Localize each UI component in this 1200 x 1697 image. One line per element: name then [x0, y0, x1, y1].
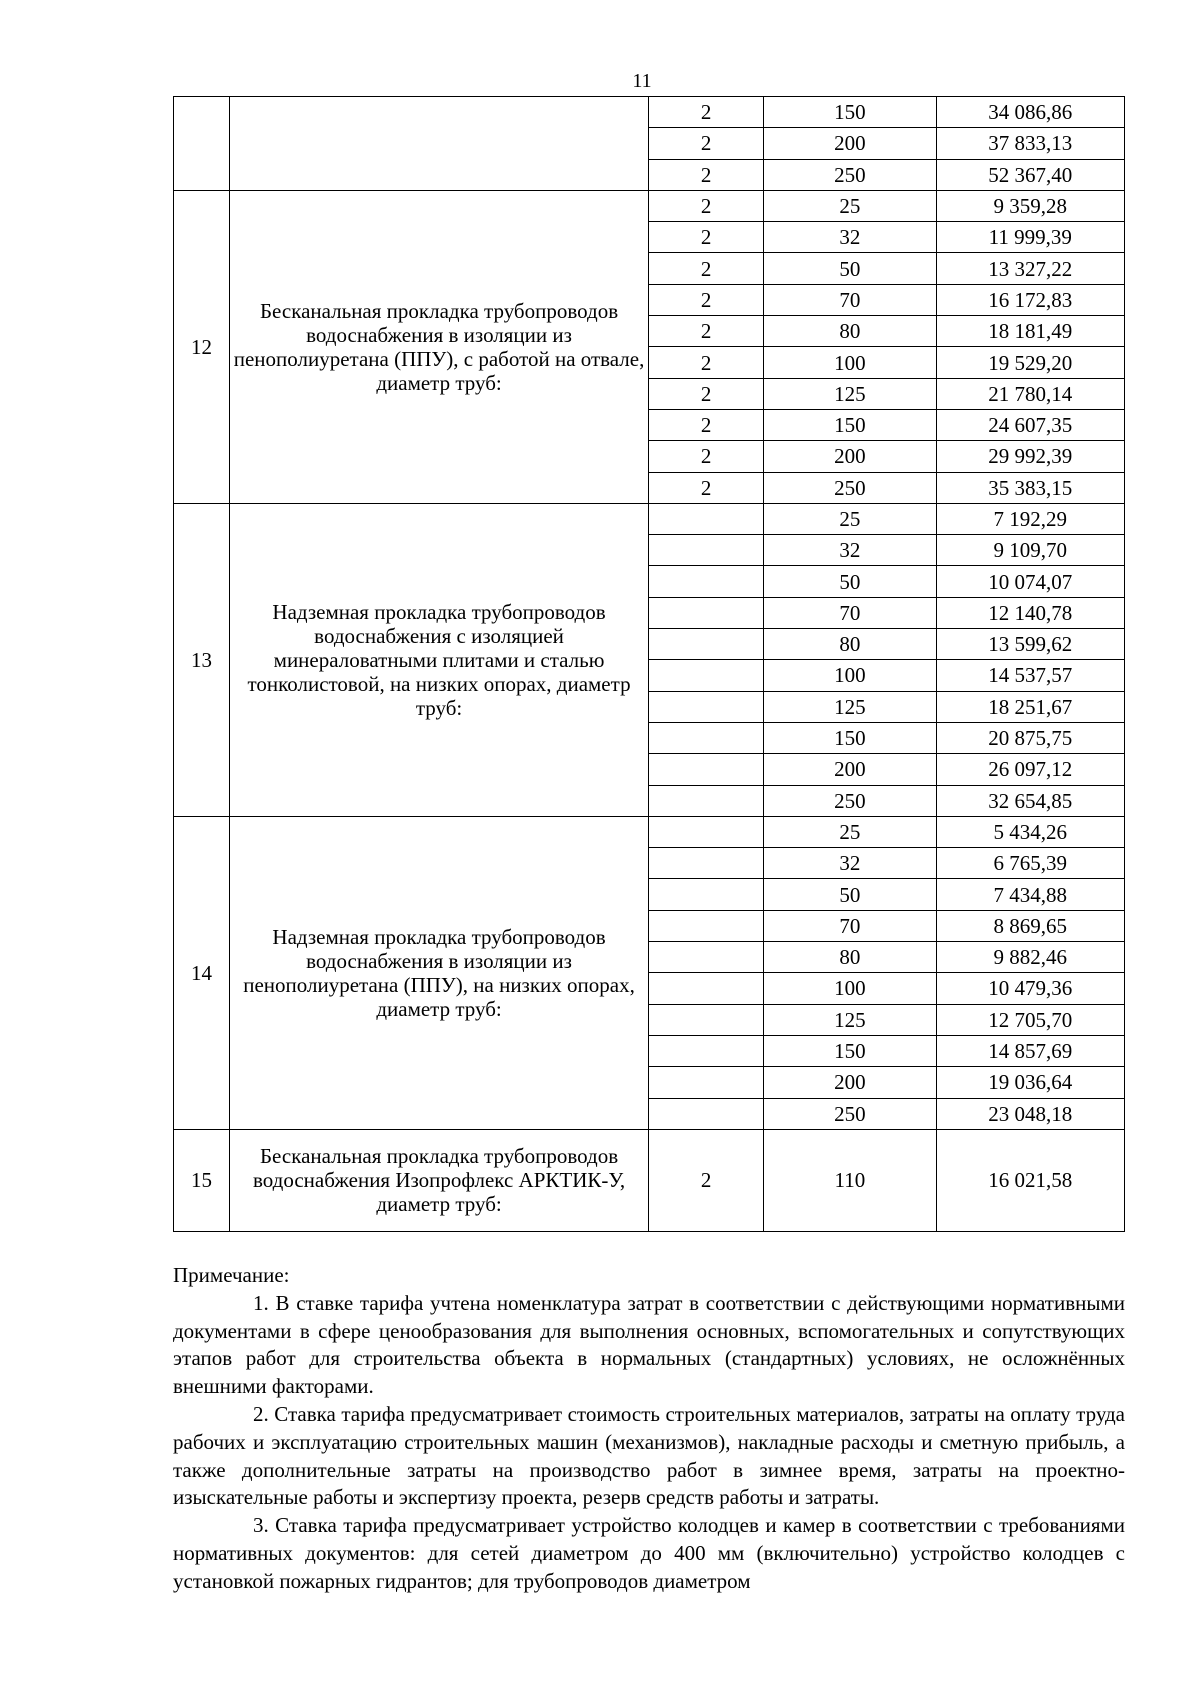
- diameter-cell: 100: [764, 660, 936, 691]
- note-item-2: 2. Ставка тарифа предусматривает стоимость строительных материалов, затраты на оплату труда рабочих и эксплуатацию строительных машин (механизмов), накладные расходы и сметную прибыль, а также дополнительные затраты на производство работ в зимнее время, затраты на проектно-изыскательные работы и экспертизу проекта, резерв средств работы и затраты.: [173, 1401, 1125, 1510]
- diameter-cell: 100: [764, 973, 936, 1004]
- rate-cell: 7 192,29: [936, 503, 1124, 534]
- diameter-cell: 50: [764, 879, 936, 910]
- rate-cell: 13 327,22: [936, 253, 1124, 284]
- diameter-cell: 80: [764, 942, 936, 973]
- rate-cell: 9 109,70: [936, 535, 1124, 566]
- count-cell: 2: [648, 97, 763, 128]
- diameter-cell: 80: [764, 316, 936, 347]
- diameter-cell: 250: [764, 472, 936, 503]
- rate-cell: 10 074,07: [936, 566, 1124, 597]
- rate-cell: 34 086,86: [936, 97, 1124, 128]
- diameter-cell: 200: [764, 441, 936, 472]
- rate-cell: 26 097,12: [936, 754, 1124, 785]
- rate-cell: 6 765,39: [936, 848, 1124, 879]
- diameter-cell: 150: [764, 722, 936, 753]
- count-cell: 2: [648, 409, 763, 440]
- count-cell: 2: [648, 1129, 763, 1231]
- tariff-table: [173, 96, 1125, 1232]
- count-cell: 2: [648, 128, 763, 159]
- count-cell: [648, 597, 763, 628]
- diameter-cell: 32: [764, 222, 936, 253]
- diameter-cell: 200: [764, 754, 936, 785]
- note-item-1: 1. В ставке тарифа учтена номенклатура затрат в соответствии с действующими нормативными документами в сфере ценообразования для выполнения основных, вспомогательных и сопутствующих этапов работ для строительства объекта в нормальных (стандартных) условиях, не осложнённых внешними факторами.: [173, 1290, 1125, 1399]
- rate-cell: 10 479,36: [936, 973, 1124, 1004]
- rate-cell: 13 599,62: [936, 629, 1124, 660]
- count-cell: 2: [648, 284, 763, 315]
- table-row: [174, 190, 1125, 221]
- item-number-cell: [174, 97, 230, 191]
- note-title: Примечание:: [173, 1263, 290, 1287]
- description-cell: Надземная прокладка трубопроводов водоснабжения с изоляцией минераловатными плитами и сталью тонколистовой, на низких опорах, диаметр труб:: [230, 503, 649, 816]
- diameter-cell: 150: [764, 97, 936, 128]
- diameter-cell: 70: [764, 597, 936, 628]
- diameter-cell: 25: [764, 816, 936, 847]
- rate-cell: 52 367,40: [936, 159, 1124, 190]
- diameter-cell: 50: [764, 253, 936, 284]
- rate-cell: 23 048,18: [936, 1098, 1124, 1129]
- rate-cell: 11 999,39: [936, 222, 1124, 253]
- item-number-cell: 15: [174, 1129, 230, 1231]
- rate-cell: 16 021,58: [936, 1129, 1124, 1231]
- table-row: [174, 1129, 1125, 1231]
- rate-cell: 19 036,64: [936, 1067, 1124, 1098]
- rate-cell: 32 654,85: [936, 785, 1124, 816]
- count-cell: [648, 942, 763, 973]
- diameter-cell: 25: [764, 190, 936, 221]
- rate-cell: 21 780,14: [936, 378, 1124, 409]
- rate-cell: 37 833,13: [936, 128, 1124, 159]
- diameter-cell: 250: [764, 1098, 936, 1129]
- diameter-cell: 70: [764, 284, 936, 315]
- item-number-cell: 12: [174, 190, 230, 503]
- diameter-cell: 70: [764, 910, 936, 941]
- diameter-cell: 150: [764, 409, 936, 440]
- count-cell: [648, 1004, 763, 1035]
- rate-cell: 24 607,35: [936, 409, 1124, 440]
- rate-cell: 5 434,26: [936, 816, 1124, 847]
- count-cell: [648, 1067, 763, 1098]
- diameter-cell: 150: [764, 1035, 936, 1066]
- diameter-cell: 50: [764, 566, 936, 597]
- diameter-cell: 80: [764, 629, 936, 660]
- count-cell: 2: [648, 159, 763, 190]
- diameter-cell: 32: [764, 535, 936, 566]
- count-cell: [648, 722, 763, 753]
- rate-cell: 9 882,46: [936, 942, 1124, 973]
- diameter-cell: 125: [764, 691, 936, 722]
- note-section: [173, 1262, 1125, 1596]
- rate-cell: 7 434,88: [936, 879, 1124, 910]
- count-cell: 2: [648, 378, 763, 409]
- count-cell: [648, 973, 763, 1004]
- count-cell: 2: [648, 347, 763, 378]
- rate-cell: 18 251,67: [936, 691, 1124, 722]
- rate-cell: 20 875,75: [936, 722, 1124, 753]
- count-cell: 2: [648, 472, 763, 503]
- rate-cell: 29 992,39: [936, 441, 1124, 472]
- tariff-table-body: [174, 97, 1125, 1232]
- diameter-cell: 200: [764, 128, 936, 159]
- diameter-cell: 25: [764, 503, 936, 534]
- count-cell: [648, 503, 763, 534]
- diameter-cell: 200: [764, 1067, 936, 1098]
- count-cell: [648, 629, 763, 660]
- diameter-cell: 100: [764, 347, 936, 378]
- diameter-cell: 125: [764, 378, 936, 409]
- item-number-cell: 13: [174, 503, 230, 816]
- diameter-cell: 250: [764, 785, 936, 816]
- count-cell: [648, 848, 763, 879]
- count-cell: [648, 816, 763, 847]
- table-row: [174, 816, 1125, 847]
- rate-cell: 14 537,57: [936, 660, 1124, 691]
- description-cell: Бесканальная прокладка трубопроводов водоснабжения Изопрофлекс АРКТИК-У, диаметр труб:: [230, 1129, 649, 1231]
- description-cell: Надземная прокладка трубопроводов водоснабжения в изоляции из пенополиуретана (ППУ), на низких опорах, диаметр труб:: [230, 816, 649, 1129]
- rate-cell: 8 869,65: [936, 910, 1124, 941]
- diameter-cell: 110: [764, 1129, 936, 1231]
- count-cell: [648, 879, 763, 910]
- count-cell: [648, 785, 763, 816]
- count-cell: [648, 754, 763, 785]
- count-cell: [648, 910, 763, 941]
- rate-cell: 9 359,28: [936, 190, 1124, 221]
- count-cell: [648, 1035, 763, 1066]
- diameter-cell: 32: [764, 848, 936, 879]
- count-cell: 2: [648, 190, 763, 221]
- rate-cell: 35 383,15: [936, 472, 1124, 503]
- rate-cell: 12 140,78: [936, 597, 1124, 628]
- count-cell: [648, 566, 763, 597]
- rate-cell: 14 857,69: [936, 1035, 1124, 1066]
- count-cell: [648, 660, 763, 691]
- diameter-cell: 250: [764, 159, 936, 190]
- count-cell: 2: [648, 253, 763, 284]
- page-number: 11: [632, 70, 652, 92]
- rate-cell: 19 529,20: [936, 347, 1124, 378]
- rate-cell: 18 181,49: [936, 316, 1124, 347]
- diameter-cell: 125: [764, 1004, 936, 1035]
- count-cell: 2: [648, 222, 763, 253]
- count-cell: [648, 535, 763, 566]
- count-cell: 2: [648, 316, 763, 347]
- count-cell: [648, 1098, 763, 1129]
- item-number-cell: 14: [174, 816, 230, 1129]
- table-row: [174, 503, 1125, 534]
- count-cell: [648, 691, 763, 722]
- rate-cell: 12 705,70: [936, 1004, 1124, 1035]
- rate-cell: 16 172,83: [936, 284, 1124, 315]
- count-cell: 2: [648, 441, 763, 472]
- description-cell: [230, 97, 649, 191]
- note-item-3: 3. Ставка тарифа предусматривает устройство колодцев и камер в соответствии с требованиями нормативных документов: для сетей диаметром до 400 мм (включительно) устройство колодцев с установкой пожарных гидрантов; для трубопроводов диаметром: [173, 1513, 1125, 1593]
- description-cell: Бесканальная прокладка трубопроводов водоснабжения в изоляции из пенополиуретана (ППУ), с работой на отвале, диаметр труб:: [230, 190, 649, 503]
- table-row: [174, 97, 1125, 128]
